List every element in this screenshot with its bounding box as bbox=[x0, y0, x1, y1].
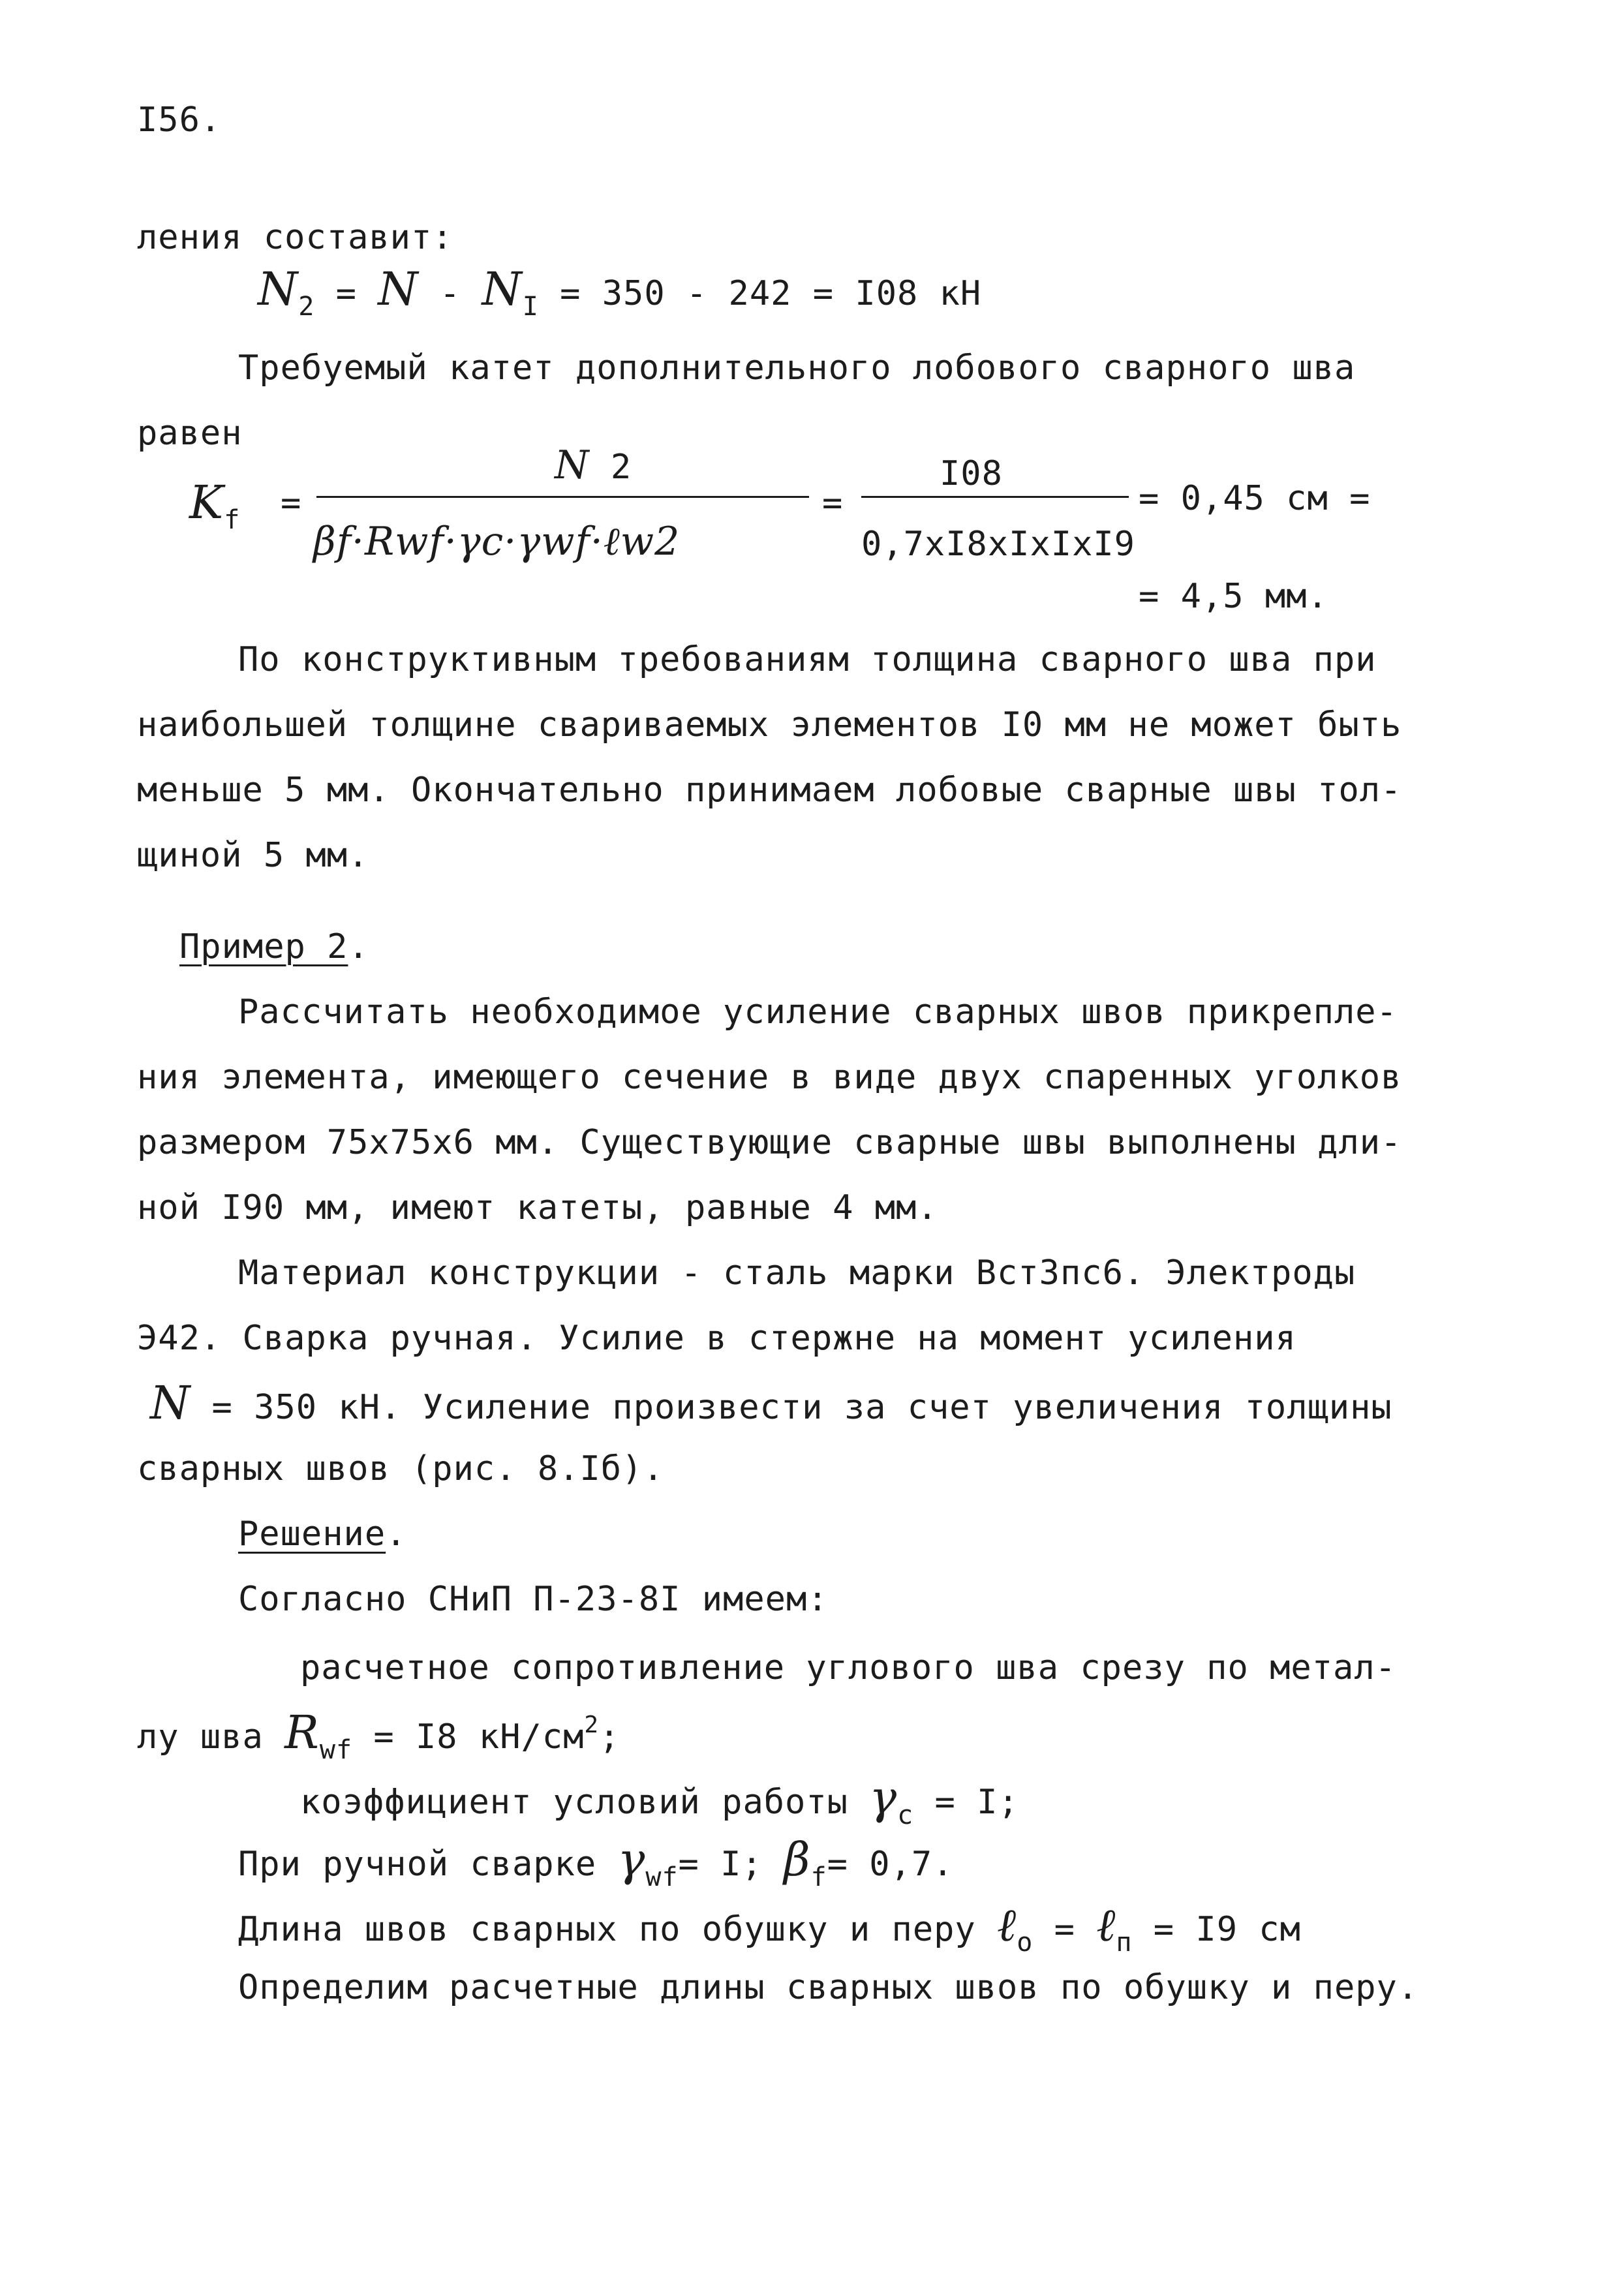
text-line: Требуемый катет дополнительного лобового сварного шва bbox=[238, 348, 1356, 388]
subscript: f bbox=[810, 1862, 827, 1892]
fraction-bar bbox=[861, 496, 1129, 498]
fraction-numerator: I08 bbox=[940, 454, 1003, 493]
symbol-l: ℓ bbox=[997, 1898, 1017, 1952]
symbol-n: N bbox=[258, 262, 299, 316]
symbol-n: N bbox=[150, 1376, 191, 1430]
text-line: равен bbox=[137, 414, 243, 453]
text-line: сварных швов (рис. 8.Iб). bbox=[137, 1449, 664, 1488]
text-line: ния элемента, имеющего сечение в виде двух спаренных уголков bbox=[137, 1058, 1402, 1097]
equation-result: = 4,5 мм. bbox=[1139, 577, 1328, 616]
symbol-n: N bbox=[378, 262, 419, 316]
fraction-denominator: 0,7xI8xIxIxI9 bbox=[861, 525, 1135, 564]
text-line: Согласно СНиП П-23-8I имеем: bbox=[238, 1580, 829, 1619]
solution-heading: Решение. bbox=[238, 1515, 407, 1554]
text-line: ления составит: bbox=[137, 218, 453, 257]
example-title: Пример 2 bbox=[179, 927, 348, 966]
text-line: По конструктивным требованиям толщина сварного шва при bbox=[238, 640, 1377, 679]
text-line: ной I90 мм, имеют катеты, равные 4 мм. bbox=[137, 1188, 938, 1227]
equation-rest: = 350 - 242 = I08 кН bbox=[538, 274, 982, 313]
text-line-with-symbol: N = 350 кН. Усиление произвести за счет увеличения толщины bbox=[150, 1376, 1392, 1430]
fraction-denominator: βf·Rwf·γc·γwf·ℓw2 bbox=[313, 519, 681, 564]
operator: = bbox=[314, 274, 378, 313]
text-line: Рассчитать необходимое усиление сварных швов прикрепле- bbox=[238, 992, 1398, 1032]
text-line-with-symbol: Длина швов сварных по обушку и перу ℓ$_o$ = ℓ$_п$ = I9 см bbox=[238, 1898, 1301, 1958]
text-line: Материал конструкции - сталь марки ВстЗпс6. Электроды bbox=[238, 1253, 1356, 1293]
fraction-bar bbox=[316, 496, 809, 498]
text-line-with-symbol: При ручной сварке $\gamma_{wf}= I$; $\beta_f= 0,7$. bbox=[238, 1833, 954, 1892]
subscript: п bbox=[1116, 1928, 1133, 1958]
fraction-numerator bbox=[555, 442, 632, 488]
solution-title: Решение bbox=[238, 1515, 386, 1554]
symbol-beta: β bbox=[784, 1833, 811, 1886]
subscript: 2 bbox=[298, 292, 315, 322]
text-line: размером 75х75х6 мм. Существующие сварные швы выполнены дли- bbox=[137, 1123, 1402, 1162]
symbol-gamma: γ bbox=[617, 1833, 646, 1886]
text-line-with-symbol: лу шва $R_{wf} = I8$ $кН/см^2$; bbox=[137, 1706, 620, 1765]
symbol-n: N bbox=[482, 262, 523, 316]
equals-sign: = bbox=[822, 484, 844, 523]
superscript: 2 bbox=[584, 1712, 600, 1738]
subscript: f bbox=[224, 505, 241, 535]
equation-k-lhs bbox=[189, 476, 241, 535]
text-line: наибольшей толщине свариваемых элементов I0 мм не может быть bbox=[137, 705, 1402, 745]
equation-result: = 0,45 см = bbox=[1139, 479, 1371, 518]
operator: - bbox=[418, 274, 482, 313]
text-line-with-symbol: коэффициент условий работы $\gamma_c = I$; bbox=[300, 1771, 1019, 1830]
subscript: I bbox=[522, 292, 539, 322]
text-line: меньше 5 мм. Окончательно принимаем лобовые сварные швы тол- bbox=[137, 771, 1402, 810]
text-line: Э42. Сварка ручная. Усилие в стержне на момент усиления bbox=[137, 1319, 1296, 1358]
example-heading: Пример 2. bbox=[179, 927, 369, 966]
symbol-l: ℓ bbox=[1096, 1898, 1116, 1952]
subscript: o bbox=[1017, 1928, 1034, 1958]
subscript: c bbox=[897, 1800, 914, 1830]
equals-sign: = bbox=[281, 484, 302, 523]
symbol-r: R bbox=[284, 1706, 320, 1759]
subscript: wf bbox=[645, 1862, 679, 1892]
text-line: щиной 5 мм. bbox=[137, 836, 369, 875]
page-number: I56. bbox=[137, 100, 222, 140]
equation-n2 bbox=[258, 262, 982, 322]
symbol-n: N bbox=[555, 442, 590, 488]
text-line: расчетное сопротивление углового шва срезу по метал- bbox=[300, 1648, 1396, 1687]
subscript: wf bbox=[319, 1735, 353, 1765]
subscript: 2 bbox=[610, 448, 632, 487]
symbol-gamma: γ bbox=[869, 1771, 898, 1824]
text-line: Определим расчетные длины сварных швов по обушку и перу. bbox=[238, 1968, 1419, 2007]
symbol-k: K bbox=[189, 476, 224, 529]
